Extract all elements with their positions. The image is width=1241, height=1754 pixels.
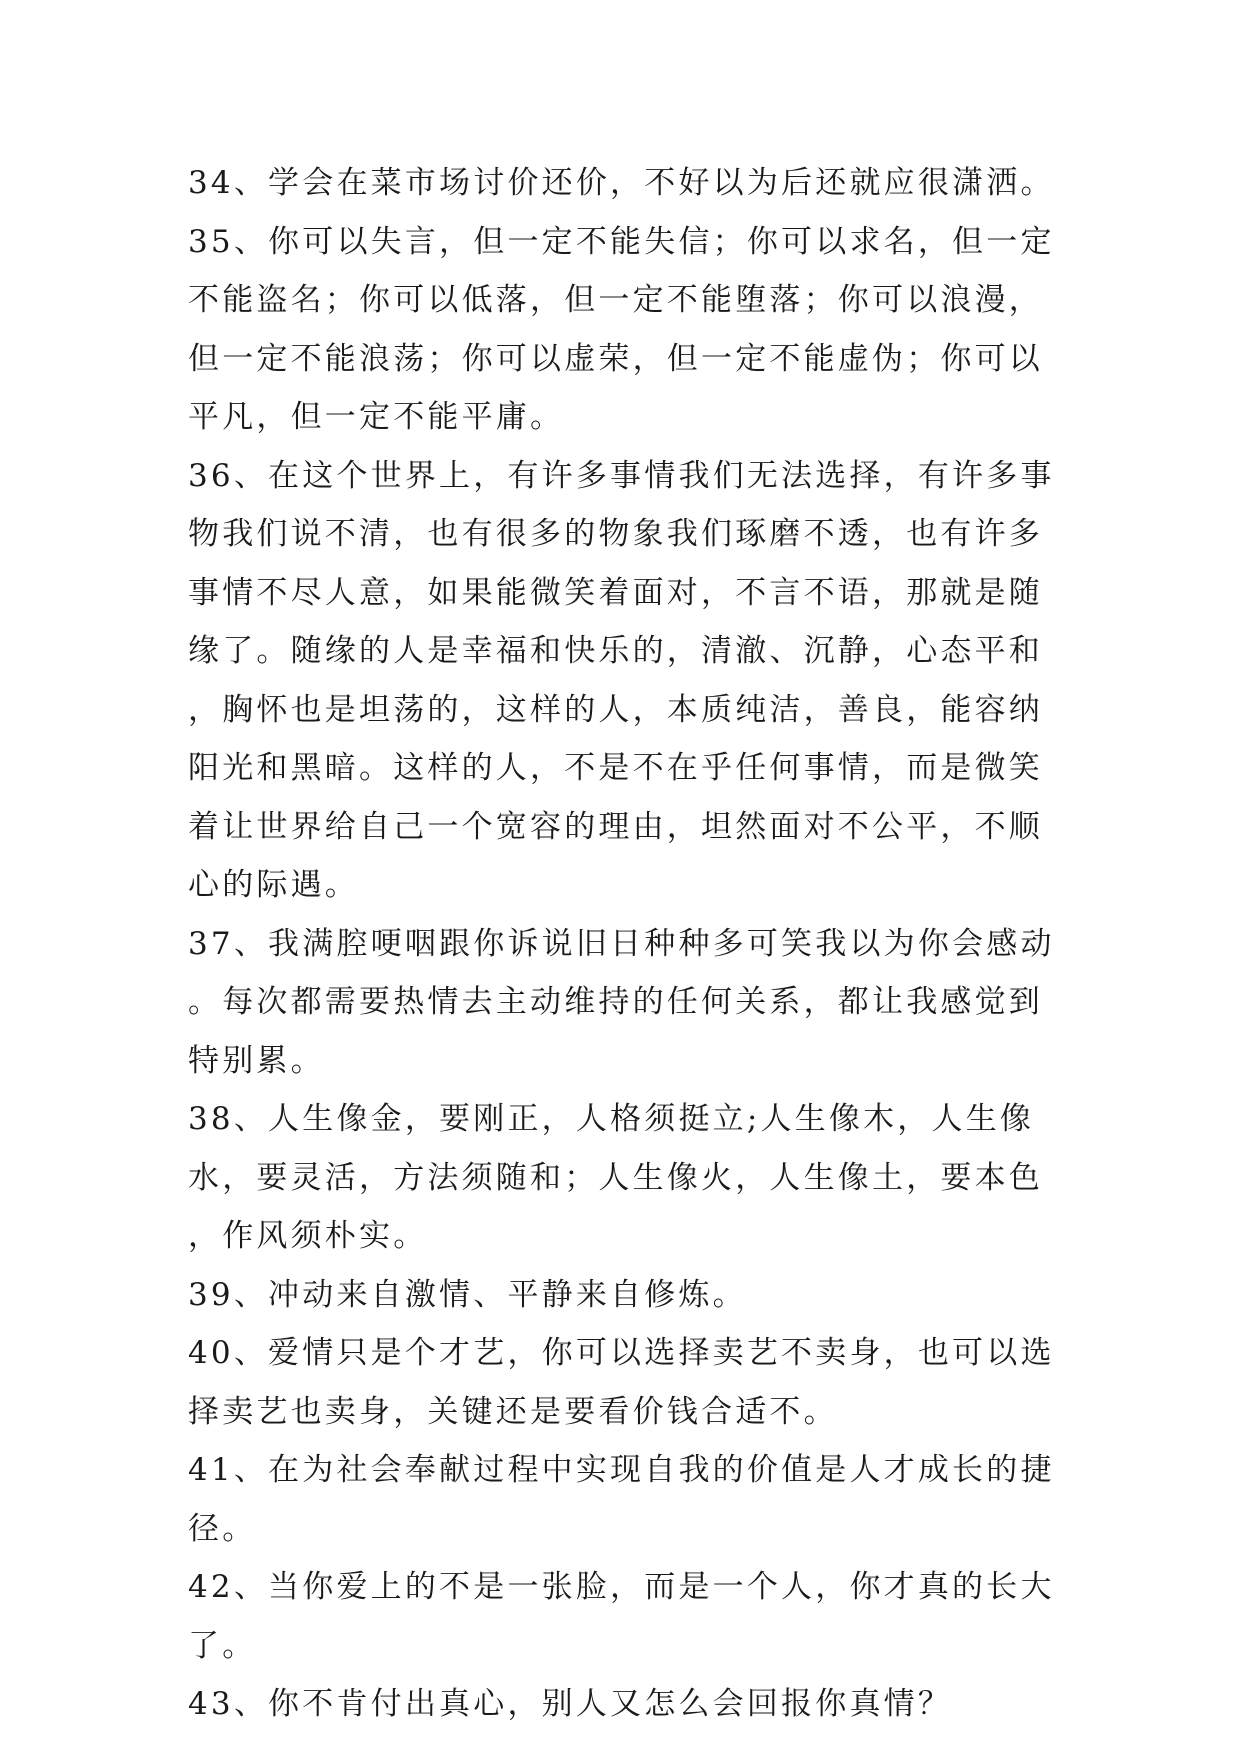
- document-body: [188, 154, 1068, 1734]
- paragraph-34: 34、学会在菜市场讨价还价，不好以为后还就应很潇洒。: [188, 165, 1055, 201]
- paragraph-42: 42、当你爱上的不是一张脸，而是一个人，你才真的长大了。: [188, 1569, 1055, 1664]
- paragraph-40: 40、爱情只是个才艺，你可以选择卖艺不卖身，也可以选择卖艺也卖身，关键还是要看价钱合适不。: [188, 1335, 1055, 1430]
- paragraph-35: 35、你可以失言，但一定不能失信；你可以求名，但一定不能盗名；你可以低落，但一定不能堕落；你可以浪漫，但一定不能浪荡；你可以虚荣，但一定不能虚伪；你可以平凡，但一定不能平庸。: [188, 223, 1055, 435]
- paragraph-43: 43、你不肯付出真心，别人又怎么会回报你真情？: [188, 1686, 953, 1722]
- paragraph-37: 37、我满腔哽咽跟你诉说旧日种种多可笑我以为你会感动。每次都需要热情去主动维持的任何关系，都让我感觉到特别累。: [188, 925, 1055, 1079]
- paragraph-39: 39、冲动来自激情、平静来自修炼。: [188, 1276, 747, 1313]
- paragraph-38: 38、人生像金，要刚正，人格须挺立;人生像木，人生像水，要灵活，方法须随和；人生像火，人生像土，要本色，作风须朴实。: [188, 1101, 1043, 1254]
- paragraph-36: 36、在这个世界上，有许多事情我们无法选择，有许多事物我们说不清，也有很多的物象我们琢磨不透，也有许多事情不尽人意，如果能微笑着面对，不言不语，那就是随缘了。随缘的人是幸福和快乐的，清澈、沉静，心态平和，胸怀也是坦荡的，这样的人，本质纯洁，善良，能容纳阳光和黑暗。这样的人，不是不在乎任何事情，而是微笑着让世界给自己一个宽容的理由，坦然面对不公平，不顺心的际遇。: [188, 457, 1055, 903]
- paragraph-41: 41、在为社会奉献过程中实现自我的价值是人才成长的捷径。: [188, 1452, 1055, 1547]
